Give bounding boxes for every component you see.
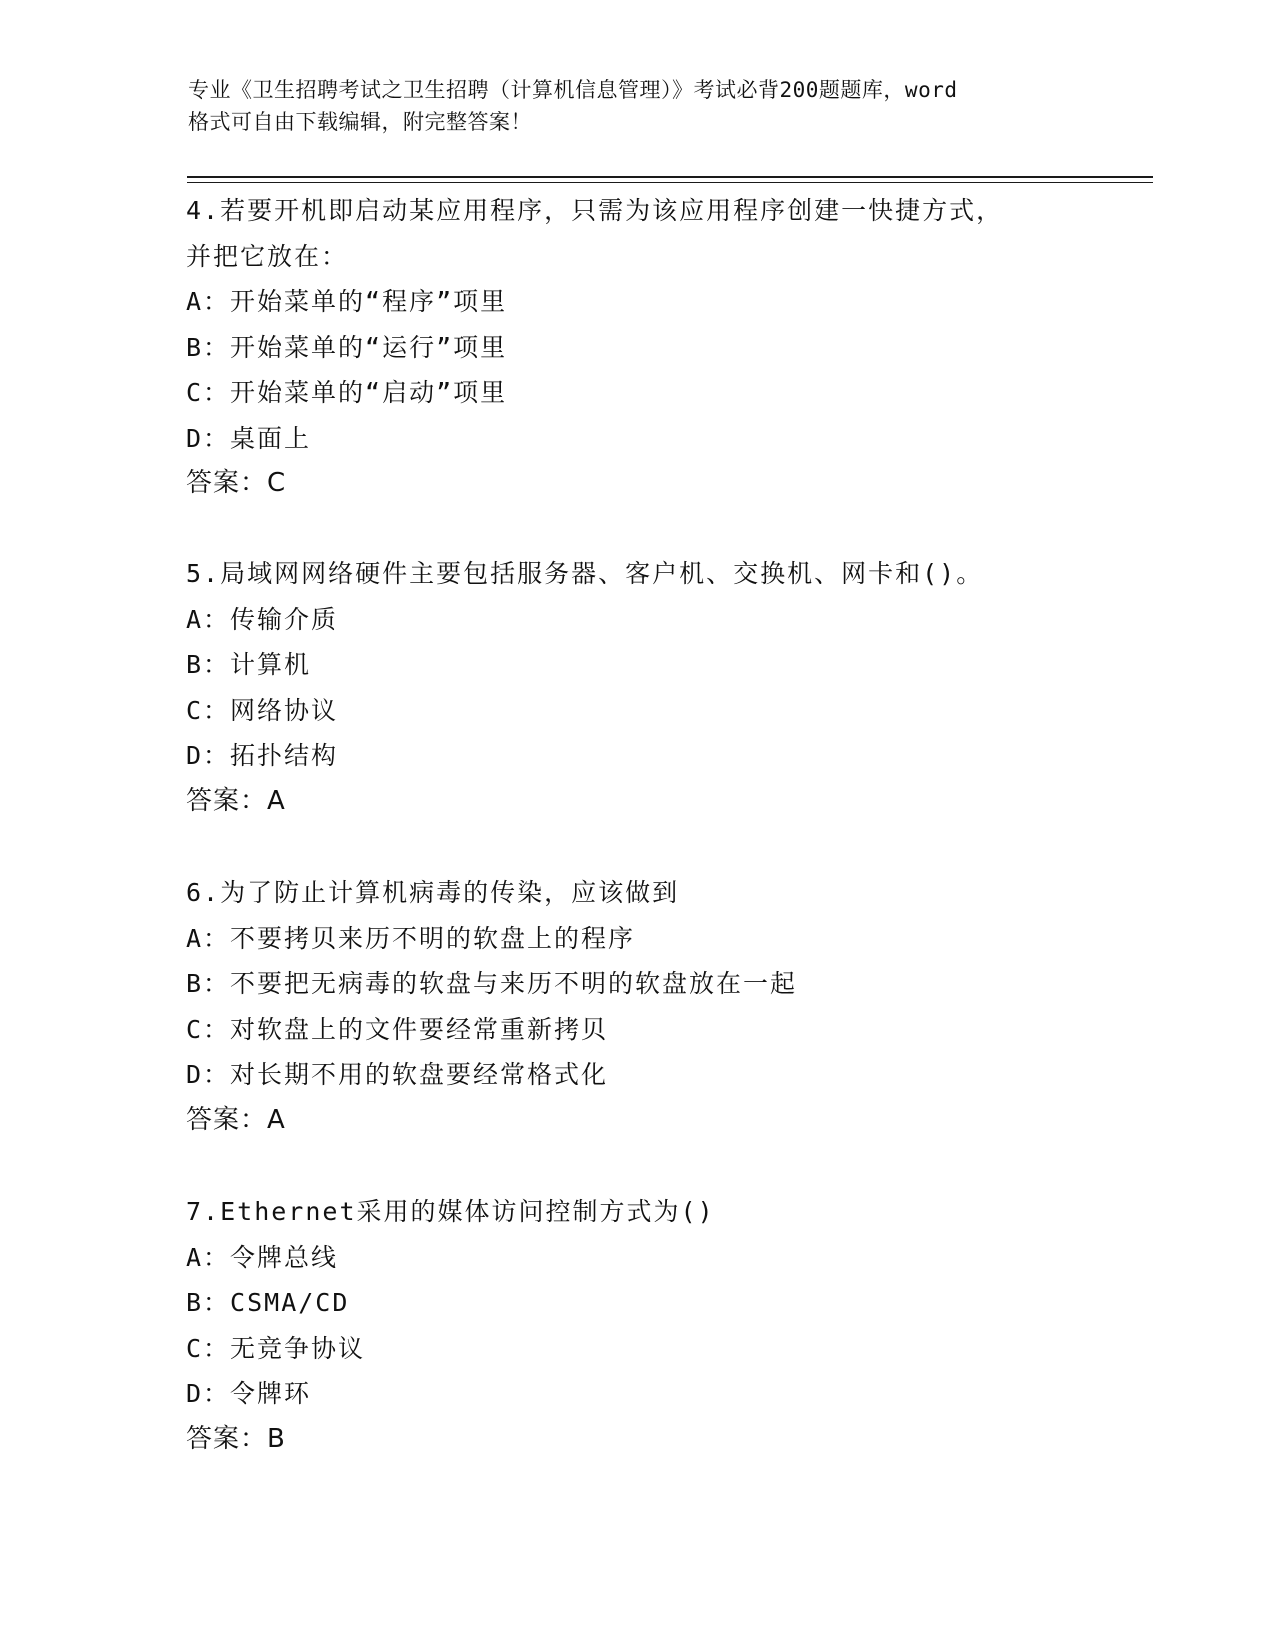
question-6 — [186, 870, 1086, 1143]
question-stem-line: 5.局域网网络硬件主要包括服务器、客户机、交换机、网卡和()。 — [186, 559, 984, 588]
header-line-1: 专业《卫生招聘考试之卫生招聘（计算机信息管理）》考试必背200题题库，word — [188, 78, 958, 102]
option-a: A：传输介质 — [186, 604, 339, 634]
document-header — [188, 74, 1088, 138]
question-5 — [186, 551, 1086, 824]
option-d: D：对长期不用的软盘要经常格式化 — [186, 1060, 609, 1089]
question-stem-line: 4.若要开机即启动某应用程序，只需为该应用程序创建一快捷方式， — [186, 196, 1004, 225]
option-b: B：开始菜单的“运行”项里 — [186, 332, 508, 362]
header-line-2: 格式可自由下载编辑，附完整答案！ — [188, 110, 532, 134]
option-c: C：开始菜单的“启动”项里 — [186, 378, 508, 407]
option-b: B：不要把无病毒的软盘与来历不明的软盘放在一起 — [186, 969, 798, 998]
question-7 — [186, 1189, 1086, 1462]
option-c: C：网络协议 — [186, 695, 339, 725]
header-divider-thin — [187, 182, 1153, 183]
option-b: B：CSMA/CD — [186, 1288, 350, 1317]
answer-line: 答案：C — [186, 468, 287, 498]
answer-line: 答案：A — [186, 1104, 286, 1135]
question-stem-line: 7.Ethernet采用的媒体访问控制方式为() — [186, 1197, 715, 1226]
header-divider-thick — [187, 176, 1153, 178]
option-d: D：拓扑结构 — [186, 741, 339, 770]
option-a: A：开始菜单的“程序”项里 — [186, 287, 508, 316]
question-4 — [186, 188, 1086, 507]
answer-line: 答案：A — [186, 785, 286, 816]
option-a: A：不要拷贝来历不明的软盘上的程序 — [186, 923, 636, 953]
option-c: C：无竞争协议 — [186, 1333, 366, 1363]
option-d: D：令牌环 — [186, 1379, 312, 1408]
answer-line: 答案：B — [186, 1423, 286, 1454]
option-c: C：对软盘上的文件要经常重新拷贝 — [186, 1014, 609, 1044]
option-d: D：桌面上 — [186, 423, 312, 453]
option-b: B：计算机 — [186, 650, 312, 679]
question-stem-line: 6.为了防止计算机病毒的传染，应该做到 — [186, 878, 680, 907]
question-stem-line: 并把它放在： — [186, 241, 349, 271]
option-a: A：令牌总线 — [186, 1242, 339, 1272]
